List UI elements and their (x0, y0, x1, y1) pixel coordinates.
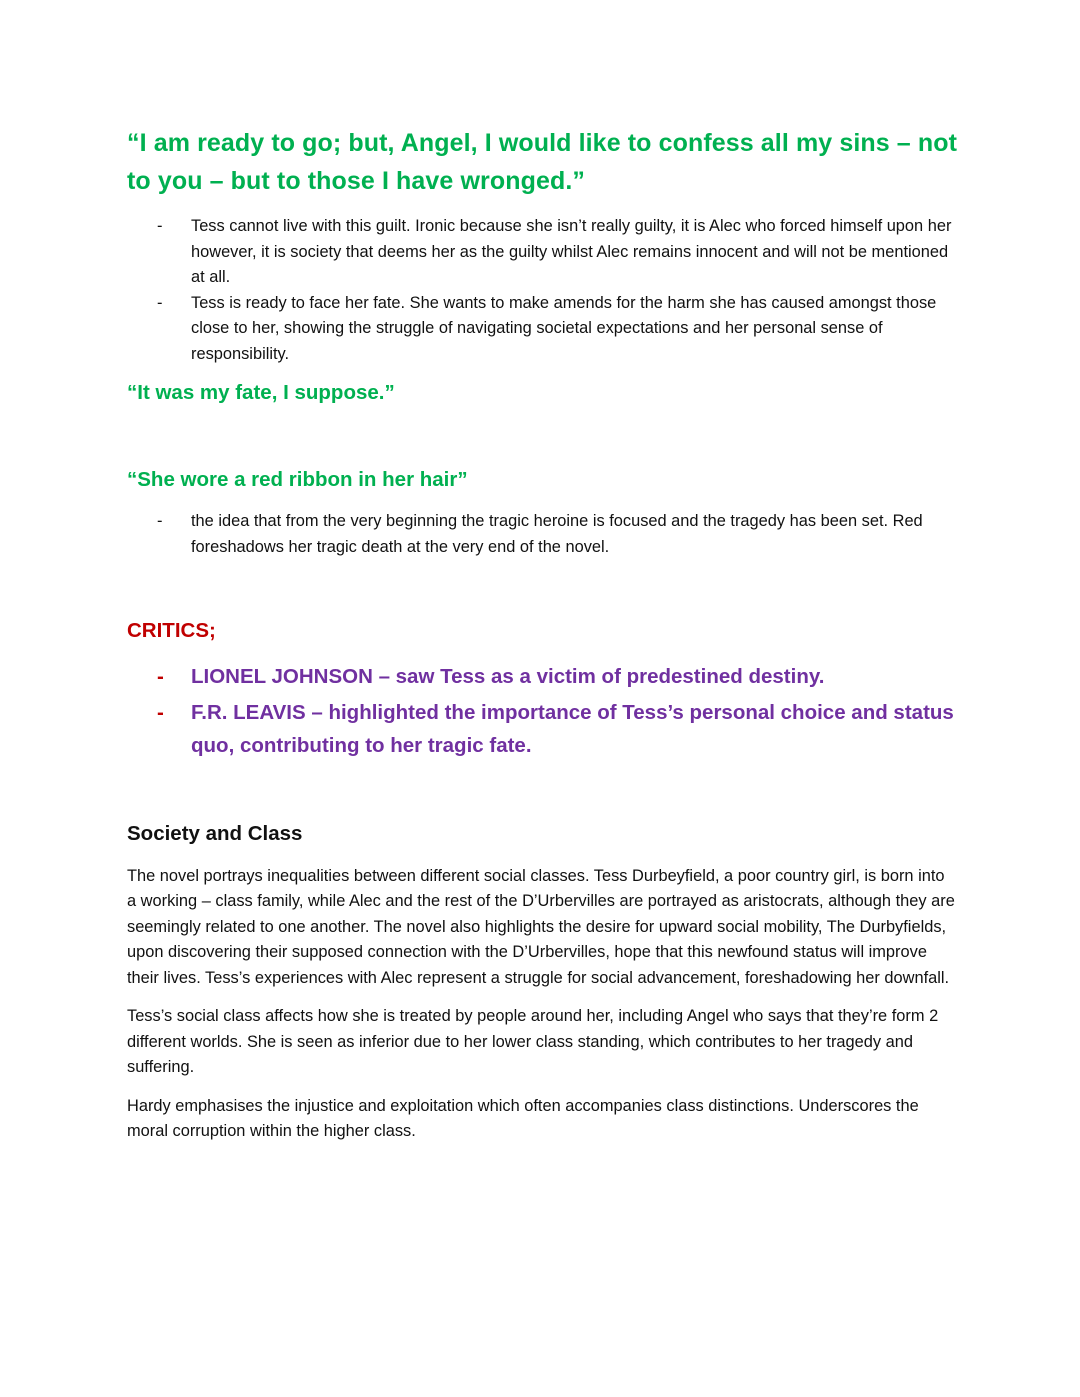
society-paragraph: Tess’s social class affects how she is treated by people around her, including Angel who says that they’re form 2 different worlds. She is seen as inferior due to her lower class standing, which contributes to her tragedy and suffering. (127, 1007, 939, 1076)
dash-bullet: - (157, 512, 163, 530)
list-item (127, 214, 957, 291)
dash-bullet: - (157, 700, 164, 724)
critic-text: F.R. LEAVIS – highlighted the importance of Tess’s personal choice and status quo, contributing to her tragic fate. (191, 700, 954, 757)
quote-red-ribbon: “She wore a red ribbon in her hair” (127, 468, 468, 491)
critic-item-johnson (127, 660, 957, 694)
quote-my-fate: “It was my fate, I suppose.” (127, 381, 395, 404)
list-item (127, 509, 957, 560)
quote1-analysis-list (127, 214, 957, 367)
quote-confess-sins: “I am ready to go; but, Angel, I would like to confess all my sins – not to you – but to those I have wronged.” (127, 129, 958, 195)
critic-item-leavis (127, 696, 957, 763)
analysis-text: Tess is ready to face her fate. She wants to make amends for the harm she has caused amongst those close to her, showing the struggle of navigating societal expectations and her personal sense of responsibility. (191, 293, 937, 363)
document-page (127, 124, 957, 1145)
dash-bullet: - (157, 665, 164, 688)
section-heading-society-class: Society and Class (127, 821, 303, 845)
critics-list (127, 660, 957, 763)
analysis-text: Tess cannot live with this guilt. Ironic because she isn’t really guilty, it is Alec who forced himself upon her however, it is society that deems her as the guilty whilst Alec remains innocent and will not be mentioned at all. (191, 217, 952, 286)
dash-bullet: - (157, 293, 163, 312)
list-item (127, 291, 957, 368)
analysis-text: the idea that from the very beginning the tragic heroine is focused and the tragedy has been set. Red foreshadows her tragic death at the very end of the novel. (191, 512, 923, 556)
critics-heading: CRITICS; (127, 619, 216, 642)
society-paragraph: Hardy emphasises the injustice and exploitation which often accompanies class distinctions. Underscores the moral corruption within the higher class. (127, 1096, 919, 1140)
critic-text: LIONEL JOHNSON – saw Tess as a victim of predestined destiny. (191, 665, 825, 688)
dash-bullet: - (157, 217, 163, 235)
society-paragraph: The novel portrays inequalities between different social classes. Tess Durbeyfield, a poor country girl, is born into a working – class family, while Alec and the rest of the D’Urbervilles are portrayed as aristocrats, although they are seemingly related to one another. The novel also highlights the desire for upward social mobility, The Durbyfields, upon discovering their supposed connection with the D’Urbervilles, hope that this newfound status will improve their lives. Tess’s experiences with Alec represent a struggle for social advancement, foreshadowing her downfall. (127, 866, 955, 987)
quote3-analysis-list (127, 509, 957, 560)
